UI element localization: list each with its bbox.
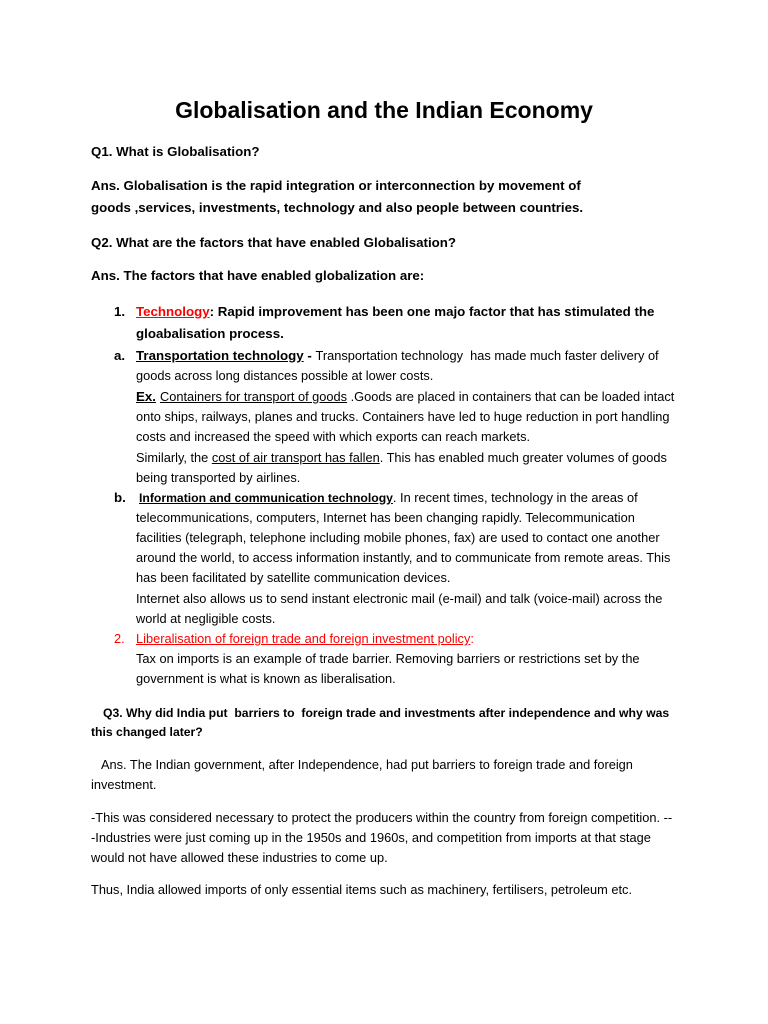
item-a-text: Transportation technology has made much faster delivery of: [315, 348, 659, 363]
q3-point-line: -Industries were just coming up in the 1950s and 1960s, and competition from imports at that stage: [91, 830, 651, 845]
air-transport-text: Similarly, the: [136, 450, 212, 465]
q2-answer-intro: Ans. The factors that have enabled globalization are:: [91, 268, 425, 283]
item-b-marker: b.: [114, 490, 126, 505]
example-label: Ex.: [136, 389, 156, 404]
item-b-text-line: facilities (telegraph, telephone including mobile phones, fax) are used to contact one another: [136, 530, 660, 545]
item-b-heading: Information and communication technology: [139, 491, 393, 505]
item-b-text-line: around the world, to access information instantly, and to communicate from remote areas. This: [136, 550, 671, 565]
q1-answer-line: Ans. Globalisation is the rapid integration or interconnection by movement of: [91, 178, 581, 193]
factor-1-text-line: gloabalisation process.: [136, 326, 284, 341]
factor-1-text: : Rapid improvement has been one majo factor that has stimulated the: [209, 304, 655, 319]
item-a-separator: -: [303, 348, 316, 363]
factor-2-heading: Liberalisation of foreign trade and foreign investment policy: [136, 631, 471, 646]
item-b-text-line: world at negligible costs.: [136, 611, 276, 626]
q3-point-line: -This was considered necessary to protect the producers within the country from foreign competition. --: [91, 810, 673, 825]
item-b-text-line: telecommunications, computers, Internet has been changing rapidly. Telecommunication: [136, 510, 635, 525]
document-title: Globalisation and the Indian Economy: [175, 97, 593, 123]
q3-answer-line: investment.: [91, 777, 157, 792]
q1-answer-line: goods ,services, investments, technology and also people between countries.: [91, 200, 584, 215]
q3-conclusion: Thus, India allowed imports of only essential items such as machinery, fertilisers, petroleum etc.: [91, 882, 633, 897]
q3-question-line: Q3. Why did India put barriers to foreign trade and investments after independence and why was: [103, 706, 670, 720]
air-transport-text-line: being transported by airlines.: [136, 470, 301, 485]
factor-1-line: [136, 302, 654, 322]
example-heading: Containers for transport of goods: [159, 389, 348, 404]
item-b-text: . In recent times, technology in the areas of: [392, 490, 638, 505]
item-b-text-line: Internet also allows us to send instant electronic mail (e-mail) and talk (voice-mail) across the: [136, 591, 663, 606]
q3-point-line: would not have allowed these industries to come up.: [91, 850, 388, 865]
factor-2-colon: :: [470, 631, 474, 646]
example-line: [136, 387, 674, 407]
factor-2-text-line: government is what is known as liberalisation.: [136, 671, 396, 686]
air-transport-text: . This has enabled much greater volumes of goods: [379, 450, 667, 465]
example-text: .Goods are placed in containers that can be loaded intact: [347, 389, 675, 404]
q3-answer-line: Ans. The Indian government, after Independence, had put barriers to foreign trade and foreign: [101, 757, 633, 772]
factor-2-marker: 2.: [114, 631, 125, 646]
item-a-line: [136, 346, 659, 366]
air-transport-highlight: cost of air transport has fallen: [211, 450, 380, 465]
q1-question: Q1. What is Globalisation?: [91, 144, 260, 159]
q3-question-line: this changed later?: [91, 725, 203, 739]
item-b-text-line: has been facilitated by satellite communication devices.: [136, 570, 451, 585]
q2-question: Q2. What are the factors that have enabled Globalisation?: [91, 235, 457, 250]
example-text-line: costs and increased the speed with which exports can reach markets.: [136, 429, 531, 444]
item-a-marker: a.: [114, 348, 126, 363]
item-b-line: [139, 488, 638, 508]
item-a-heading: Transportation technology: [136, 348, 304, 363]
item-a-text-line: goods across long distances possible at lower costs.: [136, 368, 434, 383]
factor-1-heading: Technology: [136, 304, 210, 319]
factor-1-marker: 1.: [114, 304, 126, 319]
factor-2-text-line: Tax on imports is an example of trade barrier. Removing barriers or restrictions set by the: [136, 651, 640, 666]
example-text-line: onto ships, railways, planes and trucks. Containers have led to huge reduction in port handling: [136, 409, 670, 424]
air-transport-line: [136, 448, 667, 468]
factor-2-line: [136, 629, 474, 649]
